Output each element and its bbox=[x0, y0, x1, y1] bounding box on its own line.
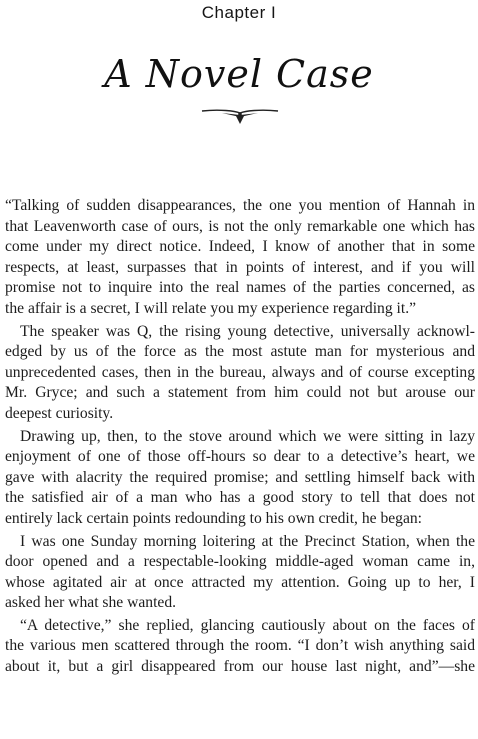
text-line: “A detective,” she replied, glancing cautiously about on the faces of bbox=[20, 616, 475, 634]
text-line: Drawing up, then, to the stove around which we were sitting in lazy bbox=[20, 427, 475, 445]
text-line: the satisfied air of a man who has a good story to tell that does not bbox=[5, 489, 475, 507]
text-line: gave with alacrity the required promise; and settling himself back with bbox=[5, 468, 475, 486]
text-line: the affair is a secret, I will relate you my experience regarding it.” bbox=[5, 299, 417, 317]
text-line: edged by us of the force as the most astute man for mysterious and bbox=[5, 343, 475, 361]
text-line: come under my direct notice. Indeed, I know of another that in some bbox=[5, 238, 475, 256]
ornament-divider bbox=[200, 104, 280, 126]
text-line: “Talking of sudden disappearances, the one you mention of Hannah in bbox=[5, 197, 475, 214]
chapter-title: A Novel Case bbox=[104, 52, 374, 96]
text-line: deepest curiosity. bbox=[5, 404, 114, 422]
text-line: the various men scattered through the room. “I don’t wish anything said bbox=[5, 637, 475, 655]
text-line: The speaker was Q, the rising young detective, universally acknowl- bbox=[20, 322, 475, 340]
chapter-number: Chapter I bbox=[201, 3, 277, 22]
text-line: enjoyment of one of those off-hours so dear to a detective’s heart, we bbox=[5, 448, 475, 466]
paragraph bbox=[5, 532, 475, 614]
paragraph bbox=[5, 427, 475, 530]
text-line: entirely lack certain points redounding to his own credit, he began: bbox=[5, 509, 423, 527]
text-line: whose agitated air at once attracted my attention. Going up to her, I bbox=[5, 573, 475, 591]
text-line: door opened and a respectable-looking middle-aged woman came in, bbox=[5, 553, 475, 571]
text-line: I was one Sunday morning loitering at the Precinct Station, when the bbox=[20, 532, 475, 550]
paragraph bbox=[5, 616, 475, 678]
text-line: promise not to inquire into the real names of the parties concerned, as bbox=[5, 279, 475, 297]
text-line: Mr. Gryce; and such a statement from him could not but arouse our bbox=[5, 384, 475, 402]
text-line: unprecedented cases, then in the bureau, always and of course excepting bbox=[5, 363, 475, 381]
text-line: respects, at least, surpasses that in points of interest, and if you will bbox=[5, 258, 475, 276]
text-line: that Leavenworth case of ours, is not the only remarkable one which has bbox=[5, 217, 475, 235]
text-line: asked her what she wanted. bbox=[5, 594, 177, 612]
paragraph bbox=[5, 322, 475, 425]
body-text bbox=[5, 196, 475, 678]
text-line: about it, but a girl disappeared from our house last night, and”—she bbox=[5, 658, 475, 676]
paragraph bbox=[5, 196, 475, 320]
